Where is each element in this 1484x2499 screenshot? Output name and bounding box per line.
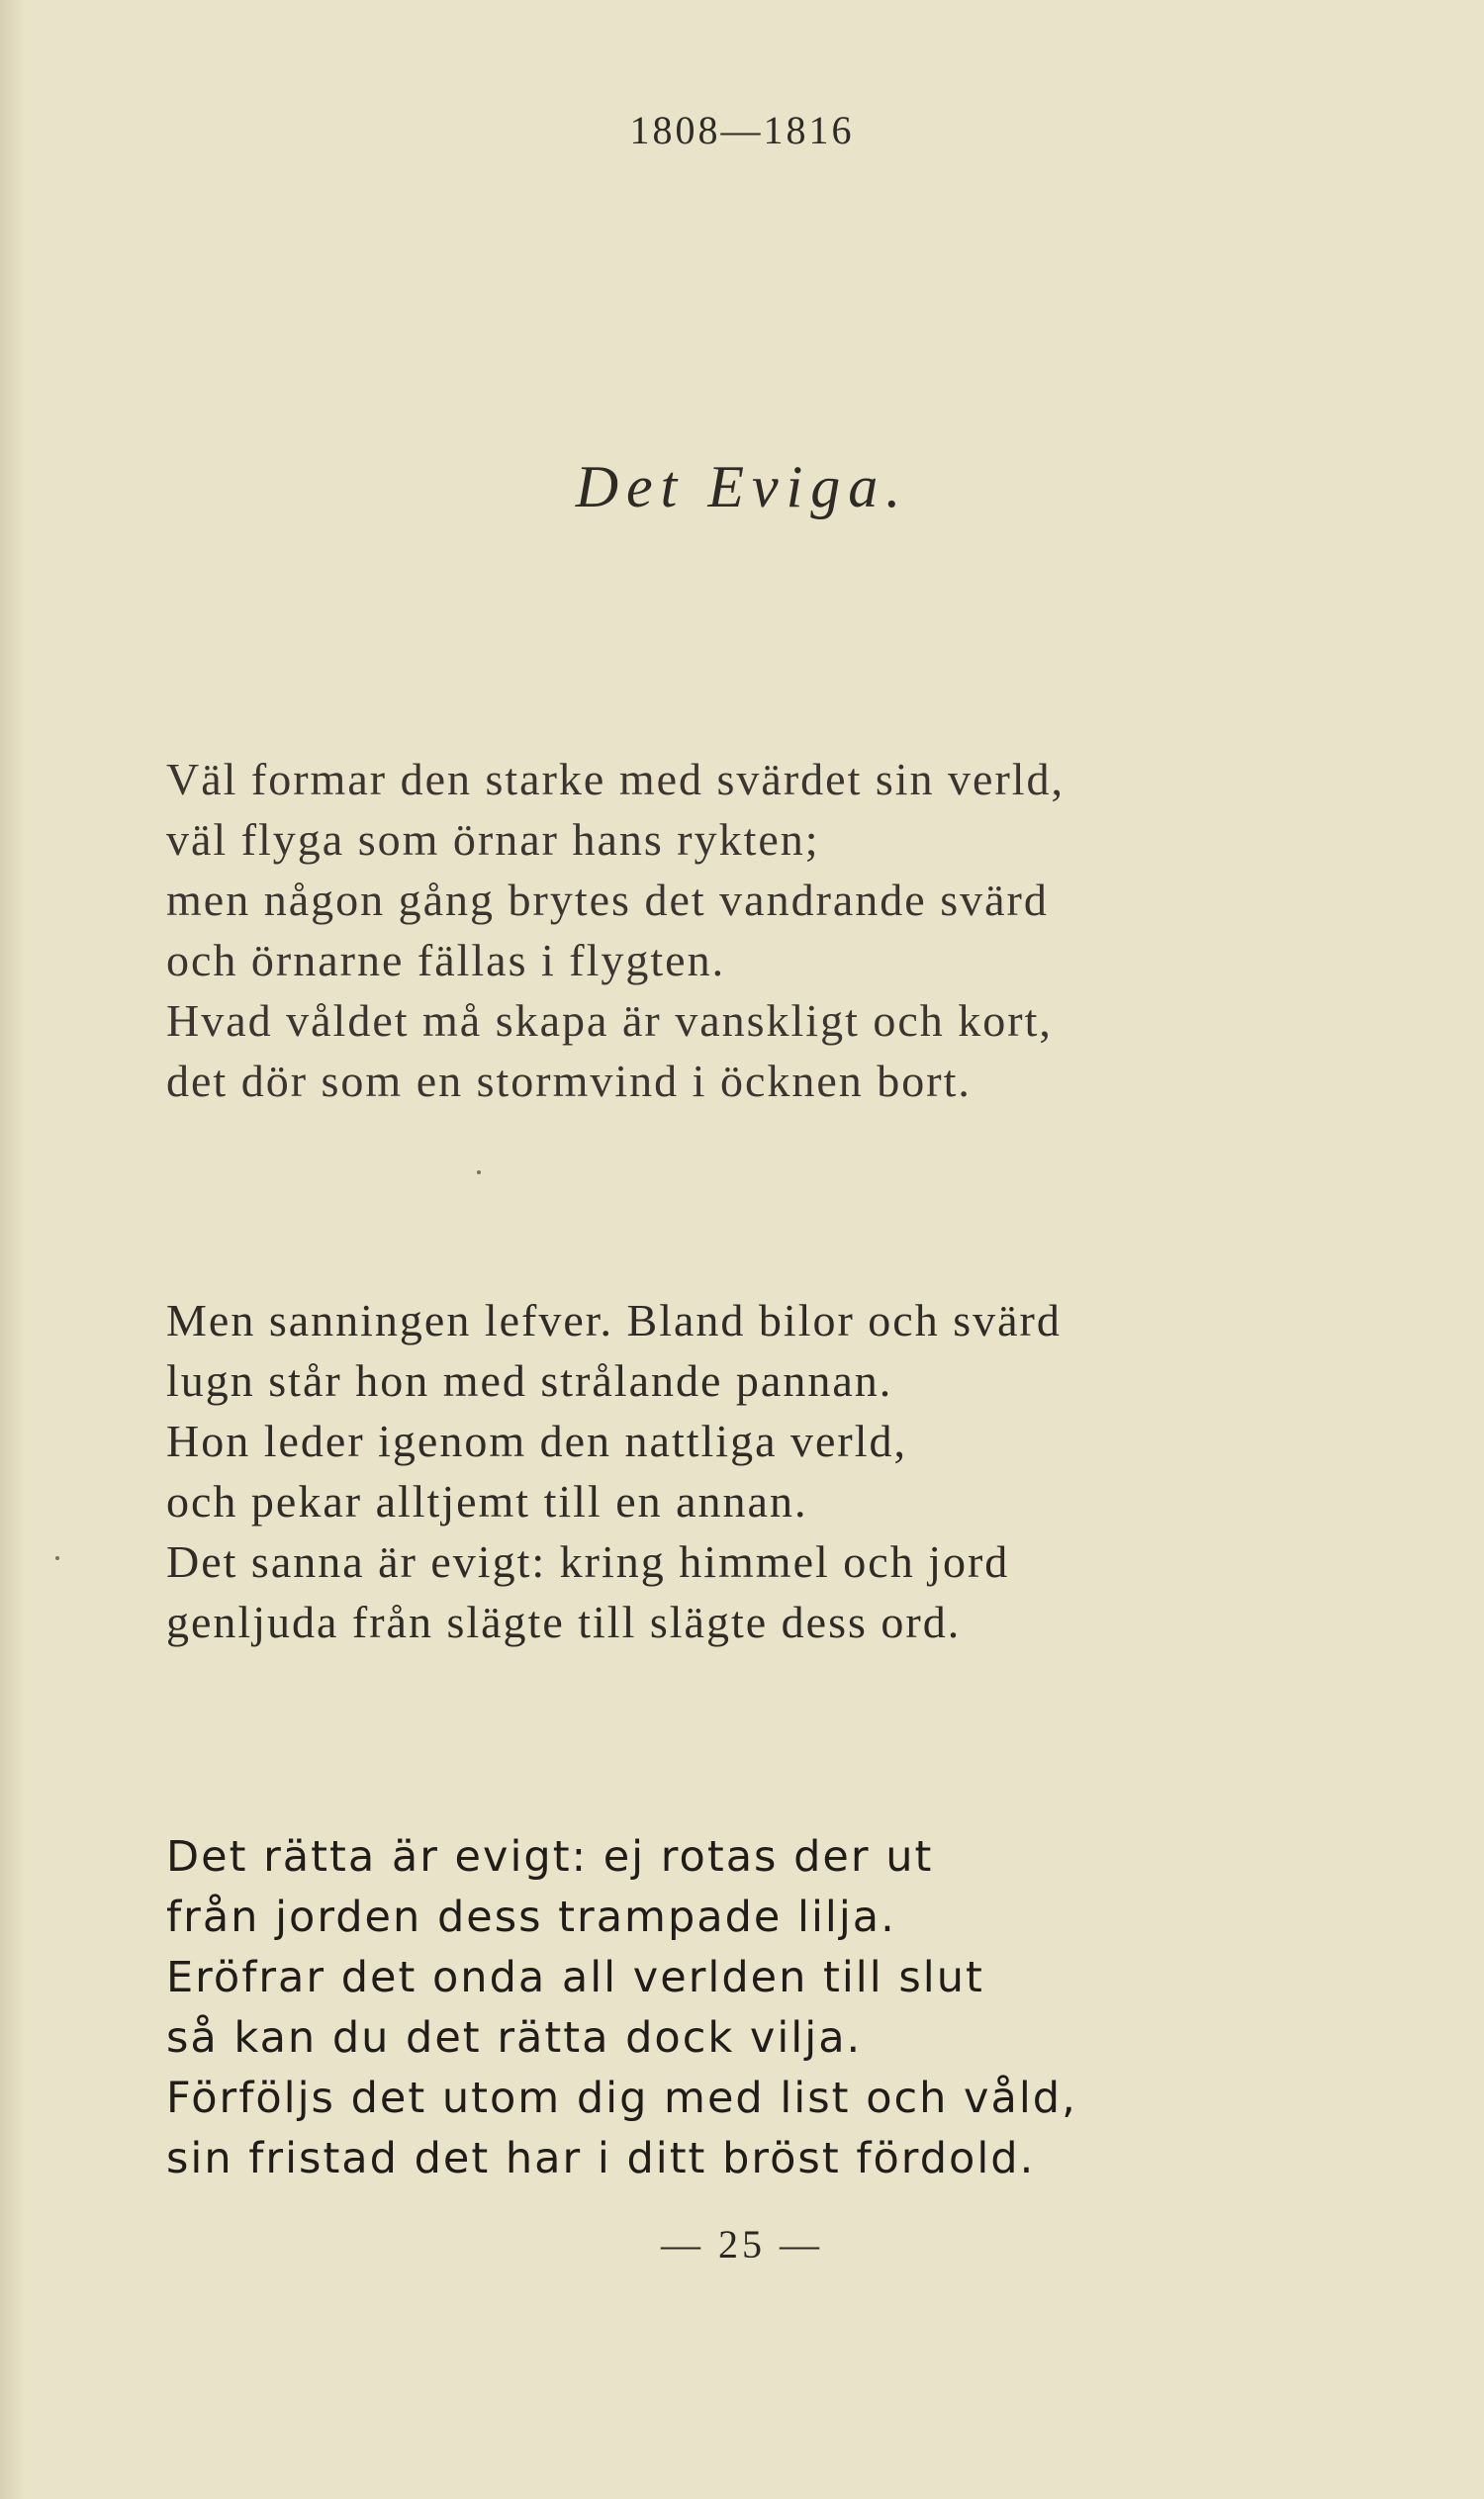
page-edge-shadow [0,0,26,2499]
poem-title: Det Eviga. [575,454,909,519]
verse-line: det dör som en stormvind i öcknen bort. [166,1056,972,1106]
verse-line: Hon leder igenom den nattliga verld, [166,1416,908,1466]
verse-line: Förföljs det utom dig med list och våld, [166,2074,1077,2123]
verse-line: väl flyga som örnar hans rykten; [166,814,820,865]
ink-speck [477,1170,481,1174]
verse-line: Det sanna är evigt: kring himmel och jord [166,1536,1010,1587]
verse-line: Hvad våldet må skapa är vanskligt och kort, [166,995,1053,1046]
verse-line: Eröfrar det onda all verlden till slut [166,1953,984,2002]
verse-line: Det rätta är evigt: ej rotas der ut [166,1832,934,1882]
running-head: 1808—1816 [629,108,855,152]
verse-line: och örnarne fällas i flygten. [166,935,726,985]
verse-line: från jorden dess trampade lilja. [166,1893,896,1942]
stanza-3 [166,1827,1433,2189]
verse-line: och pekar alltjemt till en annan. [166,1476,808,1527]
stanza-1 [166,749,1433,1111]
verse-line: sin fristad det har i ditt bröst fördold. [166,2134,1036,2183]
stanza-2 [166,1290,1433,1652]
verse-line: Väl formar den starke med svärdet sin verld, [166,754,1066,804]
page-number: — 25 — [661,2222,823,2267]
verse-line: lugn står hon med strålande pannan. [166,1355,893,1406]
verse-line: Men sanningen lefver. Bland bilor och svärd [166,1295,1062,1345]
ink-speck [55,1556,59,1560]
verse-line: genljuda från slägte till slägte dess ord. [166,1597,962,1647]
verse-line: men någon gång brytes det vandrande svärd [166,875,1049,925]
verse-line: så kan du det rätta dock vilja. [166,2013,863,2063]
